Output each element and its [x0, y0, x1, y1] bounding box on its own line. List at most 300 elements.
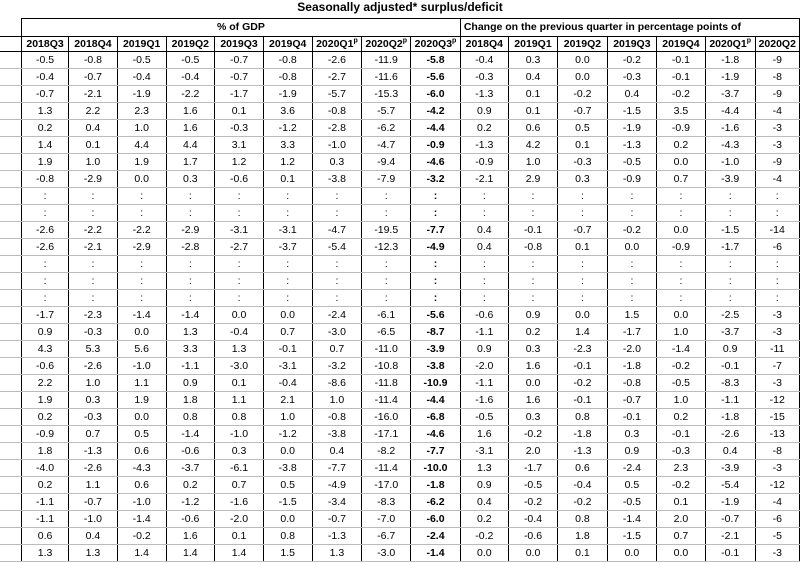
table-cell: :: [558, 256, 607, 273]
row-label-cell: [0, 324, 21, 341]
corner-cell: [0, 19, 21, 37]
table-cell: -1.4: [117, 307, 166, 324]
table-cell: -1.7: [607, 324, 656, 341]
table-cell: -2.4: [607, 460, 656, 477]
table-cell: -0.9: [21, 426, 68, 443]
table-cell: -0.2: [558, 86, 607, 103]
table-cell: -4.7: [362, 137, 411, 154]
table-cell: 1.3: [21, 545, 68, 562]
table-cell: -8.3: [362, 494, 411, 511]
table-cell: 1.1: [117, 375, 166, 392]
table-cell: -12.3: [362, 239, 411, 256]
table-cell: :: [607, 290, 656, 307]
table-cell: 0.6: [508, 120, 557, 137]
table-cell: 0.1: [508, 86, 557, 103]
table-cell: :: [460, 256, 508, 273]
table-cell: 2.0: [508, 443, 557, 460]
column-header-label: 2020Q2: [365, 37, 403, 50]
table-cell: -2.7: [215, 239, 264, 256]
table-cell: 1.6: [460, 426, 508, 443]
table-cell: 0.1: [215, 375, 264, 392]
table-cell: -1.7: [705, 239, 755, 256]
table-cell: -1.0: [215, 426, 264, 443]
table-cell: -8: [755, 443, 800, 460]
table-cell: -10.9: [411, 375, 461, 392]
table-cell: 0.2: [460, 511, 508, 528]
table-cell: -0.2: [117, 528, 166, 545]
table-cell: 0.0: [607, 239, 656, 256]
table-cell: :: [508, 205, 557, 222]
table-cell: -0.6: [460, 307, 508, 324]
column-header-label: 2020Q1: [709, 37, 747, 50]
table-cell: -1.8: [607, 358, 656, 375]
table-cell: :: [362, 256, 411, 273]
table-cell: 1.4: [117, 545, 166, 562]
table-cell: 0.3: [215, 443, 264, 460]
table-cell: 1.0: [263, 409, 312, 426]
table-cell: :: [411, 290, 461, 307]
table-cell: -15.3: [362, 86, 411, 103]
table-cell: 0.6: [558, 460, 607, 477]
table-cell: 0.7: [69, 426, 118, 443]
table-cell: -1.9: [705, 494, 755, 511]
table-cell: 0.8: [263, 528, 312, 545]
table-cell: -8.2: [362, 443, 411, 460]
table-cell: -0.1: [558, 392, 607, 409]
table-cell: -1.4: [117, 511, 166, 528]
table-cell: 0.0: [508, 545, 557, 562]
table-cell: 1.0: [508, 154, 557, 171]
table-cell: 1.9: [117, 154, 166, 171]
table-cell: -0.3: [607, 69, 656, 86]
table-cell: 0.2: [21, 120, 68, 137]
row-label-cell: [0, 460, 21, 477]
table-cell: :: [312, 273, 362, 290]
table-cell: -0.5: [607, 494, 656, 511]
table-cell: 1.3: [312, 545, 362, 562]
table-cell: -3: [755, 375, 800, 392]
table-cell: -0.2: [508, 426, 557, 443]
table-cell: 4.4: [117, 137, 166, 154]
table-cell: -1.1: [21, 511, 68, 528]
table-cell: -13: [755, 426, 800, 443]
table-cell: -7: [755, 358, 800, 375]
table-cell: -1.1: [460, 375, 508, 392]
table-cell: -1.8: [705, 409, 755, 426]
table-cell: -4.0: [21, 460, 68, 477]
table-cell: -3.0: [312, 324, 362, 341]
table-cell: :: [362, 273, 411, 290]
table-cell: 0.2: [166, 477, 215, 494]
table-cell: :: [312, 205, 362, 222]
table-cell: 0.0: [657, 222, 706, 239]
table-cell: -2.6: [69, 358, 118, 375]
table-cell: -0.5: [21, 52, 68, 69]
table-row: [0, 137, 800, 154]
table-row: [0, 392, 800, 409]
row-label-cell: [0, 443, 21, 460]
table-row: [0, 120, 800, 137]
table-cell: -6.5: [362, 324, 411, 341]
table-cell: -1.3: [460, 137, 508, 154]
table-cell: 3.6: [263, 103, 312, 120]
table-cell: -0.2: [607, 222, 656, 239]
corner-cell-2: [0, 37, 21, 52]
table-cell: -0.2: [657, 477, 706, 494]
table-cell: -1.1: [166, 358, 215, 375]
table-cell: -1.9: [607, 120, 656, 137]
table-cell: -3.2: [411, 171, 461, 188]
table-cell: 0.0: [558, 52, 607, 69]
table-cell: :: [117, 273, 166, 290]
column-header-label: 2019Q2: [563, 37, 602, 50]
table-cell: :: [558, 188, 607, 205]
column-header-label: 2019Q3: [613, 37, 651, 50]
table-row: [0, 103, 800, 120]
table-cell: :: [215, 290, 264, 307]
table-cell: -3.4: [312, 494, 362, 511]
table-cell: 1.4: [166, 545, 215, 562]
row-label-cell: [0, 171, 21, 188]
table-cell: -4.4: [705, 103, 755, 120]
table-cell: 0.0: [263, 307, 312, 324]
table-cell: 0.0: [117, 171, 166, 188]
table-cell: -3.8: [411, 358, 461, 375]
table-cell: 1.0: [657, 324, 706, 341]
table-cell: 0.2: [508, 324, 557, 341]
table-cell: 0.4: [460, 494, 508, 511]
column-header-label: 2020Q2: [758, 37, 796, 50]
table-cell: 0.0: [263, 443, 312, 460]
table-cell: -14: [755, 222, 800, 239]
table-cell: -1.2: [166, 494, 215, 511]
table-cell: -0.6: [166, 443, 215, 460]
table-cell: :: [263, 273, 312, 290]
table-cell: -9.4: [362, 154, 411, 171]
table-cell: :: [69, 188, 118, 205]
table-cell: -1.5: [263, 494, 312, 511]
table-cell: :: [607, 256, 656, 273]
table-cell: 1.3: [460, 460, 508, 477]
table-cell: -1.5: [607, 103, 656, 120]
table-cell: 0.0: [508, 375, 557, 392]
table-cell: :: [21, 273, 68, 290]
table-cell: -2.1: [460, 171, 508, 188]
row-label-cell: [0, 511, 21, 528]
table-cell: 1.3: [166, 324, 215, 341]
table-cell: -4.9: [411, 239, 461, 256]
table-cell: 4.4: [166, 137, 215, 154]
table-cell: -0.7: [607, 392, 656, 409]
table-cell: 4.2: [508, 137, 557, 154]
table-cell: -3: [755, 324, 800, 341]
table-cell: 0.0: [607, 545, 656, 562]
table-cell: -11.9: [362, 52, 411, 69]
table-cell: -4.9: [312, 477, 362, 494]
table-cell: :: [460, 273, 508, 290]
row-label-cell: [0, 494, 21, 511]
table-cell: -0.1: [657, 426, 706, 443]
row-label-cell: [0, 273, 21, 290]
table-cell: 2.3: [117, 103, 166, 120]
table-cell: -1.0: [312, 137, 362, 154]
table-cell: -6.2: [362, 120, 411, 137]
table-row: [0, 188, 800, 205]
table-row: [0, 205, 800, 222]
table-cell: :: [215, 273, 264, 290]
table-cell: -2.8: [166, 239, 215, 256]
row-label-cell: [0, 392, 21, 409]
table-cell: -6: [755, 511, 800, 528]
table-cell: -7.7: [312, 460, 362, 477]
table-cell: :: [705, 188, 755, 205]
table-cell: -3.0: [362, 545, 411, 562]
table-cell: 1.5: [263, 545, 312, 562]
table-cell: -6.1: [215, 460, 264, 477]
table-cell: :: [657, 273, 706, 290]
table-cell: -3.1: [263, 222, 312, 239]
table-cell: -0.2: [657, 86, 706, 103]
column-header: [117, 37, 166, 52]
table-cell: -15: [755, 409, 800, 426]
row-label-cell: [0, 375, 21, 392]
table-cell: -0.1: [607, 409, 656, 426]
table-cell: -12: [755, 392, 800, 409]
column-header-label: 2020Q3: [414, 37, 453, 50]
table-cell: -0.5: [460, 409, 508, 426]
table-cell: -7.9: [362, 171, 411, 188]
table-cell: -1.3: [460, 86, 508, 103]
table-cell: :: [117, 205, 166, 222]
table-cell: -0.9: [411, 137, 461, 154]
table-cell: 0.9: [607, 443, 656, 460]
table-cell: 0.9: [460, 341, 508, 358]
table-cell: -1.8: [411, 477, 461, 494]
column-header-label: 2018Q4: [74, 37, 112, 50]
column-header-label: 2019Q4: [269, 37, 307, 50]
table-cell: :: [558, 273, 607, 290]
table-row: [0, 256, 800, 273]
table-cell: -1.0: [69, 511, 118, 528]
table-cell: -6.8: [411, 409, 461, 426]
table-cell: -0.4: [263, 375, 312, 392]
table-cell: 0.9: [460, 103, 508, 120]
table-cell: :: [755, 188, 800, 205]
table-cell: 0.2: [460, 120, 508, 137]
table-cell: -5: [755, 528, 800, 545]
table-cell: -4.3: [705, 137, 755, 154]
table-cell: -9: [755, 86, 800, 103]
table-cell: -0.8: [263, 69, 312, 86]
table-cell: 1.0: [117, 120, 166, 137]
column-header-label: 2019Q3: [220, 37, 258, 50]
table-cell: 2.2: [21, 375, 68, 392]
column-header-label: 2018Q3: [26, 37, 64, 50]
table-cell: -0.5: [607, 154, 656, 171]
row-label-cell: [0, 239, 21, 256]
table-cell: -8.6: [312, 375, 362, 392]
table-cell: 0.6: [117, 477, 166, 494]
table-cell: -4: [755, 171, 800, 188]
table-cell: -6.0: [411, 511, 461, 528]
table-cell: -8: [755, 69, 800, 86]
table-cell: 0.5: [558, 120, 607, 137]
table-cell: 3.5: [657, 103, 706, 120]
table-cell: -2.6: [705, 426, 755, 443]
table-cell: -11.4: [362, 460, 411, 477]
table-cell: -3.7: [705, 86, 755, 103]
table-cell: 0.0: [263, 511, 312, 528]
table-cell: 0.3: [312, 154, 362, 171]
table-cell: 0.4: [460, 222, 508, 239]
table-cell: -0.8: [312, 103, 362, 120]
table-cell: -2.1: [69, 239, 118, 256]
table-cell: :: [166, 256, 215, 273]
table-cell: 2.0: [657, 511, 706, 528]
table-cell: 0.0: [558, 69, 607, 86]
column-header: [215, 37, 264, 52]
table-cell: -0.5: [117, 52, 166, 69]
table-cell: -1.9: [117, 86, 166, 103]
table-cell: 0.2: [21, 477, 68, 494]
table-cell: 0.7: [312, 341, 362, 358]
table-cell: -3: [755, 137, 800, 154]
table-cell: -4.7: [312, 222, 362, 239]
table-cell: -4.6: [411, 426, 461, 443]
table-row: [0, 511, 800, 528]
table-row: [0, 86, 800, 103]
table-cell: -2.0: [215, 511, 264, 528]
table-cell: -0.3: [657, 443, 706, 460]
table-cell: -3.9: [705, 460, 755, 477]
table-cell: 0.8: [166, 409, 215, 426]
column-header: [411, 37, 461, 52]
table-cell: -1.7: [508, 460, 557, 477]
table-cell: -1.4: [166, 307, 215, 324]
row-label-cell: [0, 205, 21, 222]
table-cell: -1.5: [705, 222, 755, 239]
table-cell: -17.0: [362, 477, 411, 494]
table-cell: -0.1: [508, 222, 557, 239]
table-cell: -5.7: [362, 103, 411, 120]
table-cell: :: [263, 256, 312, 273]
table-cell: -0.7: [705, 511, 755, 528]
table-cell: -11: [755, 341, 800, 358]
table-cell: :: [312, 290, 362, 307]
table-cell: 0.5: [117, 426, 166, 443]
table-cell: -0.5: [166, 52, 215, 69]
table-cell: -4: [755, 103, 800, 120]
table-cell: :: [607, 205, 656, 222]
table-row: [0, 239, 800, 256]
table-cell: -0.4: [215, 324, 264, 341]
table-cell: 1.1: [215, 392, 264, 409]
table-cell: -6.7: [362, 528, 411, 545]
table-cell: 0.3: [558, 171, 607, 188]
table-cell: -0.6: [166, 511, 215, 528]
table-cell: -0.1: [263, 341, 312, 358]
table-cell: -0.6: [215, 171, 264, 188]
table-cell: 2.3: [657, 460, 706, 477]
table-cell: -1.3: [607, 137, 656, 154]
table-cell: -1.6: [215, 494, 264, 511]
table-cell: 0.9: [705, 341, 755, 358]
table-cell: -3: [755, 307, 800, 324]
table-cell: 0.1: [657, 494, 706, 511]
table-cell: -1.2: [263, 120, 312, 137]
table-cell: -2.0: [607, 341, 656, 358]
table-cell: 0.3: [166, 171, 215, 188]
table-cell: -3.8: [312, 426, 362, 443]
column-header: [558, 37, 607, 52]
table-row: [0, 477, 800, 494]
table-cell: -3.7: [705, 324, 755, 341]
table-cell: -7.7: [411, 443, 461, 460]
row-label-cell: [0, 69, 21, 86]
table-row: [0, 324, 800, 341]
table-cell: -0.6: [21, 358, 68, 375]
column-header: [166, 37, 215, 52]
table-row: [0, 222, 800, 239]
table-cell: 0.4: [69, 528, 118, 545]
column-header: [460, 37, 508, 52]
table-cell: -3.7: [263, 239, 312, 256]
table-cell: -1.5: [607, 528, 656, 545]
table-cell: -0.9: [657, 239, 706, 256]
table-cell: -1.7: [21, 307, 68, 324]
table-cell: -2.9: [117, 239, 166, 256]
table-row: [0, 52, 800, 69]
table-cell: -5.6: [411, 307, 461, 324]
table-cell: :: [21, 290, 68, 307]
table-cell: -0.2: [508, 494, 557, 511]
table-cell: -7.0: [362, 511, 411, 528]
table-cell: -2.6: [21, 222, 68, 239]
table-cell: 3.1: [215, 137, 264, 154]
table-cell: -1.6: [460, 392, 508, 409]
table-cell: :: [460, 290, 508, 307]
table-cell: 1.4: [558, 324, 607, 341]
table-cell: -2.4: [312, 307, 362, 324]
table-cell: :: [411, 188, 461, 205]
table-cell: 0.7: [215, 477, 264, 494]
table-cell: -2.0: [460, 358, 508, 375]
table-cell: 0.0: [117, 324, 166, 341]
table-cell: 0.3: [508, 52, 557, 69]
column-header-provisional-mark: p: [746, 37, 751, 44]
table-cell: 0.4: [508, 69, 557, 86]
table-cell: 0.7: [657, 171, 706, 188]
table-cell: :: [263, 290, 312, 307]
table-cell: -0.1: [657, 52, 706, 69]
table-cell: -0.8: [263, 52, 312, 69]
table-cell: 3.3: [263, 137, 312, 154]
table-cell: 0.8: [558, 511, 607, 528]
table-cell: -6: [755, 239, 800, 256]
table-cell: 0.1: [558, 239, 607, 256]
table-cell: -4.6: [411, 154, 461, 171]
table-cell: -3.8: [312, 171, 362, 188]
table-cell: -0.1: [657, 69, 706, 86]
table-row: [0, 358, 800, 375]
table-cell: -0.4: [117, 69, 166, 86]
table-cell: -3: [755, 120, 800, 137]
table-cell: -1.8: [705, 52, 755, 69]
row-label-cell: [0, 137, 21, 154]
table-cell: 0.9: [166, 375, 215, 392]
table-row: [0, 443, 800, 460]
row-label-cell: [0, 426, 21, 443]
